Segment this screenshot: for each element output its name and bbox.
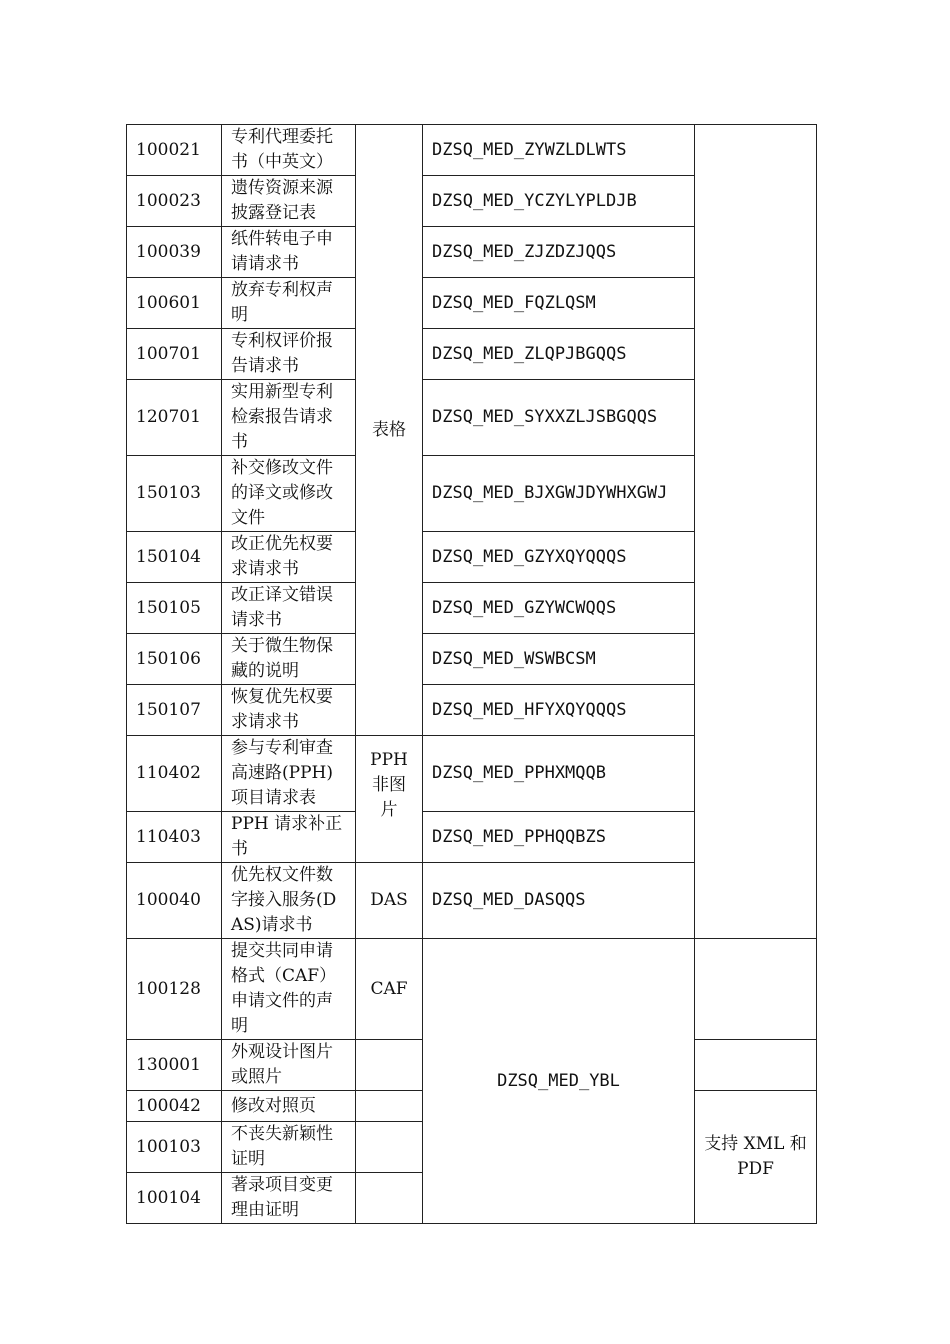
- name-cell: 提交共同申请格式（CAF）申请文件的声明: [222, 939, 356, 1040]
- ident-cell: DZSQ_MED_DASQQS: [423, 863, 695, 939]
- code-cell: 110403: [127, 812, 222, 863]
- name-cell: 纸件转电子申请请求书: [222, 227, 356, 278]
- ident-cell: DZSQ_MED_ZJZDZJQQS: [423, 227, 695, 278]
- code-cell: 100103: [127, 1122, 222, 1173]
- code-cell: 100104: [127, 1173, 222, 1224]
- name-cell: 参与专利审查高速路(PPH)项目请求表: [222, 736, 356, 812]
- ident-cell: DZSQ_MED_BJXGWJDYWHXGWJ: [423, 456, 695, 532]
- name-cell: 改正译文错误请求书: [222, 583, 356, 634]
- ident-cell: DZSQ_MED_WSWBCSM: [423, 634, 695, 685]
- name-cell: 改正优先权要求请求书: [222, 532, 356, 583]
- code-cell: 100128: [127, 939, 222, 1040]
- code-cell: 150105: [127, 583, 222, 634]
- code-cell: 100021: [127, 125, 222, 176]
- name-cell: 著录项目变更理由证明: [222, 1173, 356, 1224]
- code-cell: 130001: [127, 1040, 222, 1091]
- format-cell-empty-2: [695, 939, 817, 1040]
- format-cell-empty-3: [695, 1040, 817, 1091]
- type-cell-caf: CAF: [356, 939, 423, 1040]
- name-cell: 不丧失新颖性证明: [222, 1122, 356, 1173]
- table-row: [127, 939, 817, 1040]
- ident-cell: DZSQ_MED_PPHQQBZS: [423, 812, 695, 863]
- ident-cell: DZSQ_MED_GZYXQYQQQS: [423, 532, 695, 583]
- name-cell: 恢复优先权要求请求书: [222, 685, 356, 736]
- code-cell: 100701: [127, 329, 222, 380]
- ident-cell: DZSQ_MED_PPHXMQQB: [423, 736, 695, 812]
- name-cell: 实用新型专利检索报告请求书: [222, 380, 356, 456]
- code-cell: 100040: [127, 863, 222, 939]
- code-cell: 150107: [127, 685, 222, 736]
- type-cell-empty: [356, 1091, 423, 1122]
- code-cell: 110402: [127, 736, 222, 812]
- name-cell: 补交修改文件的译文或修改文件: [222, 456, 356, 532]
- type-cell-empty: [356, 1040, 423, 1091]
- document-table: [126, 124, 817, 1224]
- name-cell: PPH 请求补正书: [222, 812, 356, 863]
- name-cell: 放弃专利权声明: [222, 278, 356, 329]
- ident-cell: DZSQ_MED_ZLQPJBGQQS: [423, 329, 695, 380]
- format-cell-empty: [695, 125, 817, 939]
- code-cell: 100039: [127, 227, 222, 278]
- type-cell-pph: PPH 非图片: [356, 736, 423, 863]
- code-cell: 100023: [127, 176, 222, 227]
- name-cell: 遗传资源来源披露登记表: [222, 176, 356, 227]
- ident-cell: DZSQ_MED_YBL: [423, 939, 695, 1224]
- name-cell: 关于微生物保藏的说明: [222, 634, 356, 685]
- code-cell: 150106: [127, 634, 222, 685]
- name-cell: 优先权文件数字接入服务(DAS)请求书: [222, 863, 356, 939]
- ident-cell: DZSQ_MED_YCZYLYPLDJB: [423, 176, 695, 227]
- ident-cell: DZSQ_MED_ZYWZLDLWTS: [423, 125, 695, 176]
- table-row: [127, 125, 817, 176]
- code-cell: 100601: [127, 278, 222, 329]
- code-cell: 150104: [127, 532, 222, 583]
- type-cell-empty: [356, 1173, 423, 1224]
- ident-cell: DZSQ_MED_FQZLQSM: [423, 278, 695, 329]
- type-cell-das: DAS: [356, 863, 423, 939]
- name-cell: 专利代理委托书（中英文）: [222, 125, 356, 176]
- name-cell: 专利权评价报告请求书: [222, 329, 356, 380]
- code-cell: 100042: [127, 1091, 222, 1122]
- format-cell: 支持 XML 和 PDF: [695, 1091, 817, 1224]
- code-cell: 150103: [127, 456, 222, 532]
- ident-cell: DZSQ_MED_GZYWCWQQS: [423, 583, 695, 634]
- ident-cell: DZSQ_MED_SYXXZLJSBGQQS: [423, 380, 695, 456]
- name-cell: 外观设计图片或照片: [222, 1040, 356, 1091]
- code-cell: 120701: [127, 380, 222, 456]
- name-cell: 修改对照页: [222, 1091, 356, 1122]
- type-cell-form: 表格: [356, 125, 423, 736]
- type-cell-empty: [356, 1122, 423, 1173]
- ident-cell: DZSQ_MED_HFYXQYQQQS: [423, 685, 695, 736]
